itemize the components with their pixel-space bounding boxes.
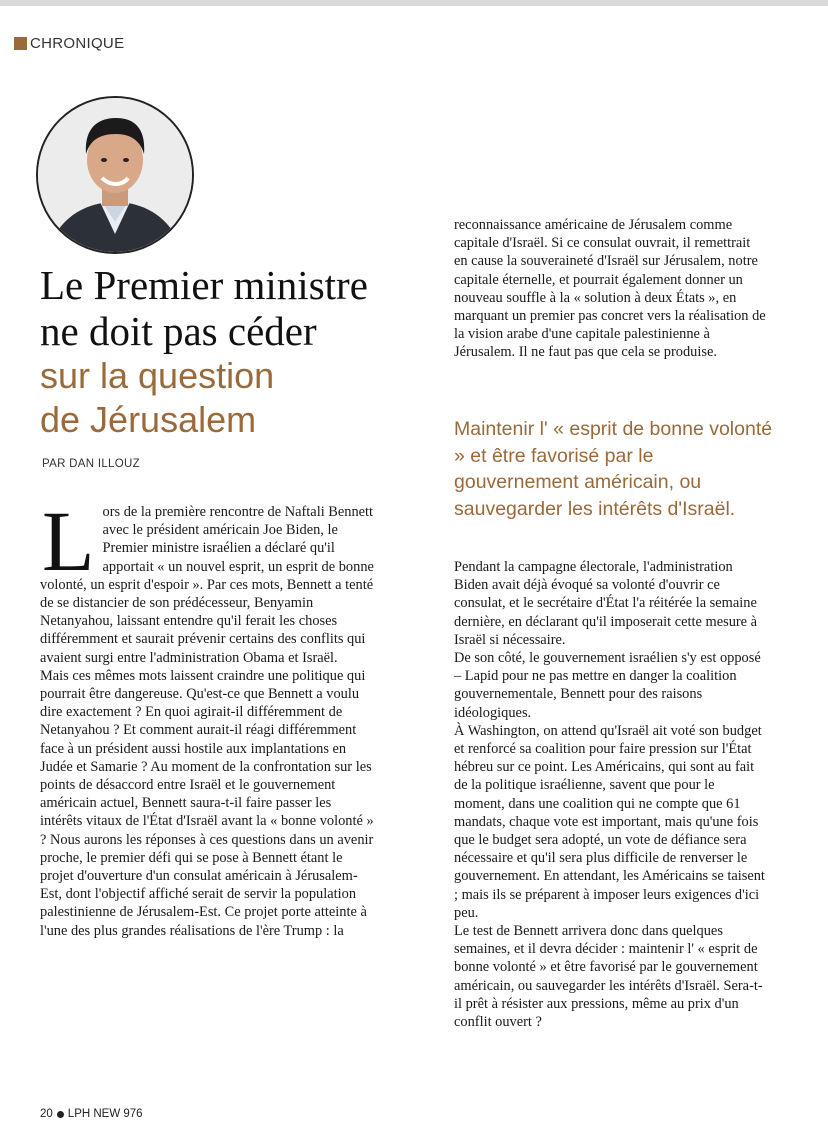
right-column-top bbox=[454, 216, 766, 362]
section-square-icon bbox=[14, 37, 27, 50]
headline-line-2: ne doit pas céder bbox=[40, 308, 317, 354]
headline-line-1: Le Premier ministre bbox=[40, 262, 368, 308]
page-number: 20 bbox=[40, 1108, 53, 1120]
bullet-dot-icon bbox=[57, 1111, 64, 1118]
page-folio bbox=[40, 1108, 143, 1120]
left-paragraph-1 bbox=[40, 493, 375, 667]
section-tag bbox=[14, 33, 124, 53]
left-paragraph-1-text: ors de la première rencontre de Naftali Bennett avec le président américain Joe Biden, le Premier ministre israélien a déclaré qu'il apportait « un nouvel esprit, un esprit de bonne volonté, un esprit d'espoir ». Par ces mots, Bennett a tenté de se distancier de son prédécesseur, Benyamin Netanyahou, laissant entendre qu'il ferait les choses différemment et saurait prévenir certains des conflits qui avaient surgi entre l'administration Obama et Israël. bbox=[40, 504, 374, 666]
headline-line-4: de Jérusalem bbox=[40, 399, 257, 440]
publication-name: LPH NEW 976 bbox=[67, 1108, 143, 1120]
portrait-image bbox=[38, 98, 192, 252]
headline bbox=[40, 262, 420, 442]
dropcap: L bbox=[42, 493, 95, 589]
pull-quote: Maintenir l' « esprit de bonne volonté » et être favorisé par le gouvernement américain, ou sauvegarder les intérêts d'Israël. bbox=[454, 418, 773, 520]
headline-line-3: sur la question bbox=[40, 355, 275, 396]
left-column bbox=[40, 493, 375, 940]
section-label: CHRONIQUE bbox=[30, 34, 125, 52]
right-bottom-paragraph-3: À Washington, on attend qu'Israël ait voté son budget et renforcé sa coalition pour faire pression sur l'État hébreu sur ce point. Les Américains, qui sont au fait de la politique israélienne, savent que pour le moment, dans une coalition qui ne compte que 61 mandats, chaque vote est important, mais qu'une fois que le budget sera adopté, un vote de défiance sera nécessaire et qu'il sera plus difficile de renverser le gouvernement. En attendant, les Américains se taisent ; mais ils se préparent à imposer leurs exigences d'ici peu. bbox=[454, 722, 765, 921]
right-bottom-paragraph-1: Pendant la campagne électorale, l'administration Biden avait déjà évoqué sa volonté d'ouvrir ce consulat, et le secrétaire d'État l'a réitérée la semaine dernière, en déclarant qu'il imposerait cette mesure à Israël si nécessaire. bbox=[454, 559, 758, 648]
author-portrait bbox=[36, 96, 194, 254]
right-bottom-paragraph-4: Le test de Bennett arrivera donc dans quelques semaines, et il devra décider : maintenir l' « esprit de bonne volonté » et être favorisé par le gouvernement américain, ou sauvegarder les intérêts d'Israël. Sera-t-il prêt à résister aux pressions, même au prix d'un conflit ouvert ? bbox=[454, 923, 763, 1031]
right-bottom-paragraph-2: De son côté, le gouvernement israélien s'y est opposé – Lapid pour ne pas mettre en danger la coalition gouvernementale, Bennett pour des raisons idéologiques. bbox=[454, 650, 761, 721]
right-column-bottom bbox=[454, 558, 766, 1031]
top-bar bbox=[0, 0, 828, 6]
left-paragraph-2: Mais ces mêmes mots laissent craindre une politique qui pourrait être dangereuse. Qu'est-ce que Bennett a voulu dire exactement ? En quoi agirait-il différemment de Netanyahou ? Et comment aurait-il réagi différemment face à un président aussi hostile aux implantations en Judée et Samarie ? Au moment de la confrontation sur les points de désaccord entre Israël et le gouvernement américain actuel, Bennett saura-t-il faire passer les intérêts vitaux de l'État d'Israël avant la « bonne volonté » ? Nous aurons les réponses à ces questions dans un avenir proche, le premier défi qui se pose à Bennett étant le projet d'ouverture d'un consulat américain à Jérusalem-Est, dont l'objectif affiché serait de servir la population palestinienne de Jérusalem-Est. Ce projet porte atteinte à l'une des plus grandes réalisations de l'ère Trump : la bbox=[40, 667, 374, 939]
right-top-paragraph: reconnaissance américaine de Jérusalem comme capitale d'Israël. Si ce consulat ouvrait, il remettrait en cause la souveraineté d'Israël sur Jérusalem, notre capitale éternelle, et pourrait également donner un nouveau souffle à la « solution à deux États », en marquant un premier pas concret vers la réalisation de la vision arabe d'une capitale palestinienne à Jérusalem. Il ne faut pas que cela se produise. bbox=[454, 217, 766, 361]
byline: PAR DAN ILLOUZ bbox=[42, 458, 140, 470]
